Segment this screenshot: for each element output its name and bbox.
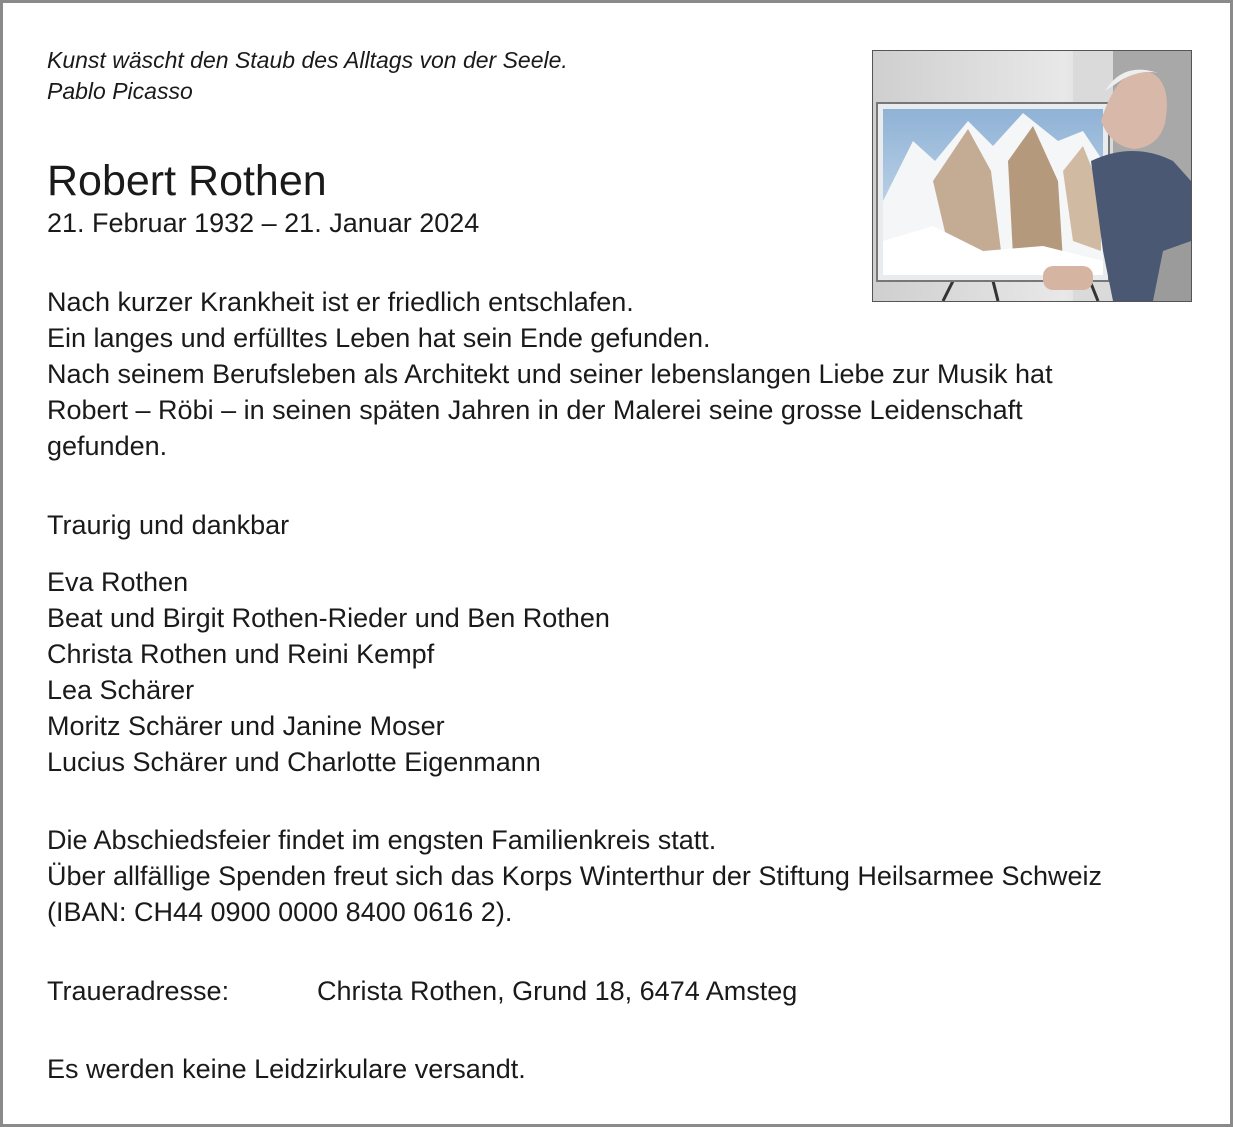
mourner: Beat und Birgit Rothen-Rieder und Ben Rothen — [47, 603, 610, 633]
signoff: Traurig und dankbar — [47, 510, 290, 540]
mourner: Eva Rothen — [47, 567, 189, 597]
notice-line: Über allfällige Spenden freut sich das Korps Winterthur der Stiftung Heilsarmee Schweiz (IBAN: CH44 0900 0000 8400 0616 2). — [47, 861, 1103, 927]
ceremony-notice — [47, 822, 1127, 930]
message-line: Ein langes und erfülltes Leben hat sein Ende gefunden. — [47, 323, 711, 353]
message-line: Nach seinem Berufsleben als Architekt und seiner lebenslangen Liebe zur Musik hat Robert – Röbi – in seinen späten Jahren in der Malerei seine grosse Leidenschaft gefunden. — [47, 359, 1053, 461]
address-label: Traueradresse: — [47, 976, 230, 1006]
message-line: Nach kurzer Krankheit ist er friedlich entschlafen. — [47, 287, 634, 317]
epigraph — [47, 45, 568, 107]
portrait-photo — [872, 50, 1192, 302]
mourner: Lea Schärer — [47, 675, 195, 705]
address-value: Christa Rothen, Grund 18, 6474 Amsteg — [317, 976, 798, 1006]
quote-text: Kunst wäscht den Staub des Alltags von der Seele. — [47, 47, 568, 73]
mourning-address — [47, 973, 797, 1009]
mourner: Moritz Schärer und Janine Moser — [47, 711, 445, 741]
message-block — [47, 284, 1127, 464]
mourner: Lucius Schärer und Charlotte Eigenmann — [47, 747, 541, 777]
life-dates: 21. Februar 1932 – 21. Januar 2024 — [47, 208, 480, 238]
mourner: Christa Rothen und Reini Kempf — [47, 639, 435, 669]
mourners-list — [47, 564, 610, 780]
deceased-name: Robert Rothen — [47, 157, 327, 205]
closing-note: Es werden keine Leidzirkulare versandt. — [47, 1054, 526, 1084]
quote-author: Pablo Picasso — [47, 78, 193, 104]
notice-line: Die Abschiedsfeier findet im engsten Familienkreis statt. — [47, 825, 717, 855]
